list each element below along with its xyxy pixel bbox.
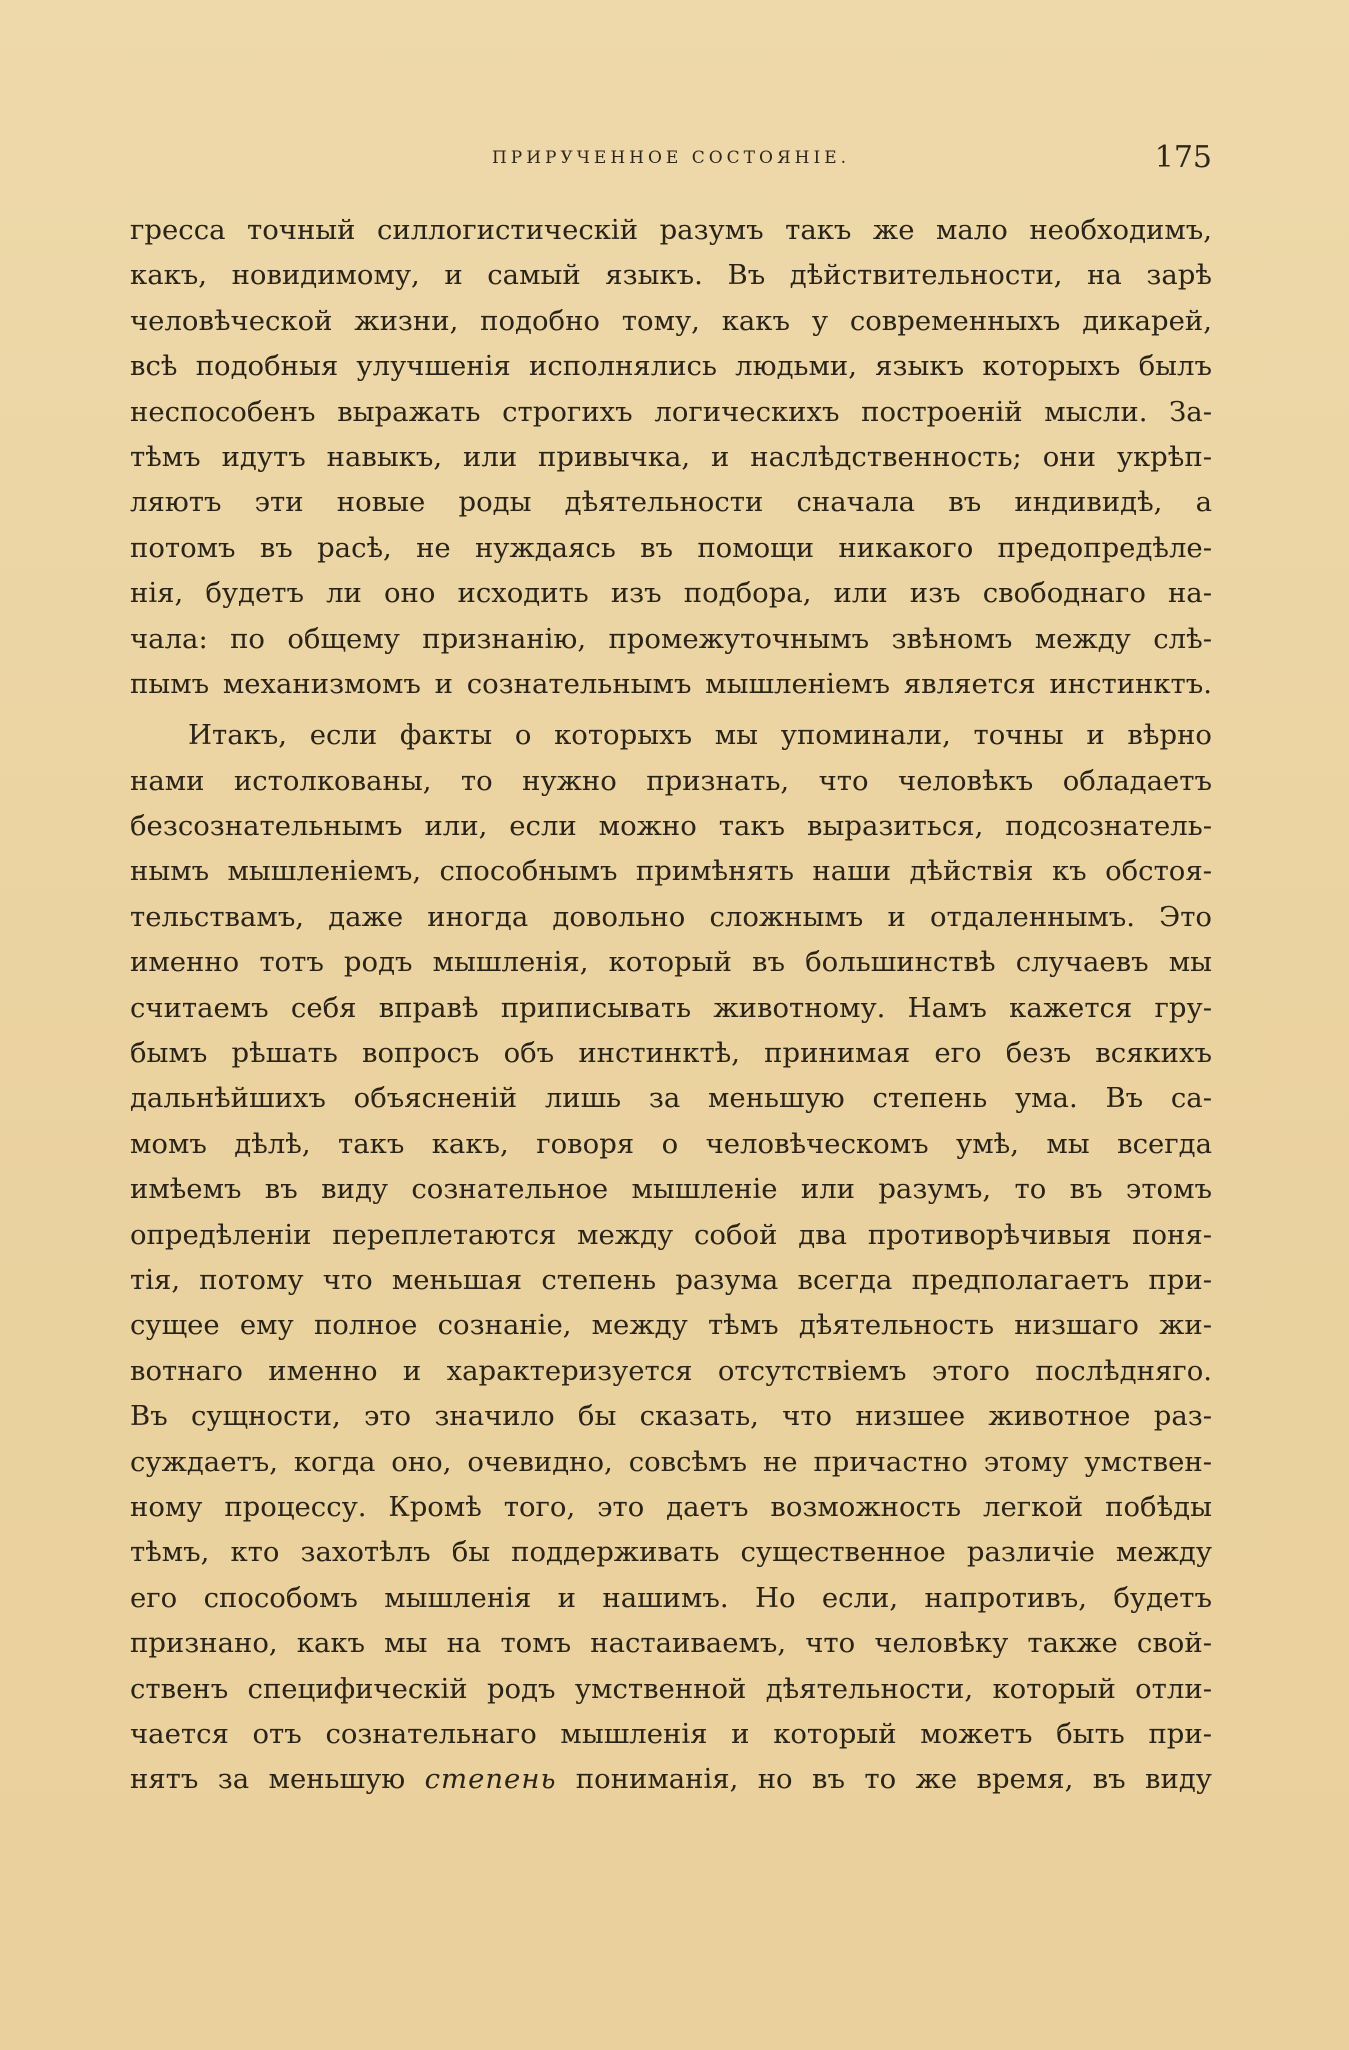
page-header — [130, 140, 1212, 176]
text-line: суждаетъ, когда оно, очевидно, совсѣмъ не причастно этому умствен- — [130, 1445, 1212, 1478]
emphasized-word: степень — [424, 1763, 557, 1796]
text-line: чается отъ сознательнаго мышленія и который можетъ быть при- — [130, 1717, 1212, 1750]
text-line: нія, будетъ ли оно исходить изъ подбора, или изъ свободнаго на- — [130, 577, 1212, 610]
text-line: гресса точный силлогистическій разумъ такъ же мало необходимъ, — [130, 214, 1212, 246]
text-line: ляютъ эти новые роды дѣятельности сначала въ индивидѣ, а — [130, 486, 1212, 519]
text-line: какъ, новидимому, и самый языкъ. Въ дѣйствительности, на зарѣ — [130, 259, 1212, 292]
paragraph-1 — [130, 208, 1212, 707]
running-head: ПРИРУЧЕННОЕ СОСТОЯНІЕ. — [491, 148, 851, 168]
text-line: бымъ рѣшать вопросъ объ инстинктѣ, принимая его безъ всякихъ — [130, 1037, 1212, 1070]
text-run: пониманія, но въ то же время, въ виду — [556, 1763, 1212, 1796]
text-line: неспособенъ выражать строгихъ логическихъ построеній мысли. За- — [130, 395, 1212, 428]
text-line: Итакъ, если факты о которыхъ мы упоминали, точны и вѣрно — [188, 719, 1212, 752]
text-line: момъ дѣлѣ, такъ какъ, говоря о человѣческомъ умѣ, мы всегда — [130, 1127, 1212, 1160]
page-number: 175 — [1154, 140, 1212, 175]
text-line: нымъ мышленіемъ, способнымъ примѣнять наши дѣйствія къ обстоя- — [130, 855, 1212, 888]
text-line: его способомъ мышленія и нашимъ. Но если, напротивъ, будетъ — [130, 1581, 1212, 1614]
text-line: ному процессу. Кромѣ того, это даетъ возможность легкой побѣды — [130, 1490, 1212, 1523]
text-line: Въ сущности, это значило бы сказать, что низшее животное раз- — [130, 1400, 1212, 1433]
text-line: всѣ подобныя улучшенія исполнялись людьми, языкъ которыхъ былъ — [130, 350, 1212, 383]
text-line: признано, какъ мы на томъ настаиваемъ, что человѣку также свой- — [130, 1627, 1212, 1660]
text-line: чала: по общему признанію, промежуточнымъ звѣномъ между слѣ- — [130, 622, 1212, 655]
text-line: имѣемъ въ виду сознательное мышленіе или разумъ, то въ этомъ — [130, 1173, 1212, 1206]
text-line: считаемъ себя вправѣ приписывать животному. Намъ кажется гру- — [130, 991, 1212, 1024]
text-line: потомъ въ расѣ, не нуждаясь въ помощи никакого предопредѣле- — [130, 531, 1212, 564]
body-text — [130, 208, 1212, 1803]
text-line: безсознательнымъ или, если можно такъ выразиться, подсознатель- — [130, 810, 1212, 843]
text-line: ственъ специфическій родъ умственной дѣятельности, который отли- — [130, 1672, 1212, 1705]
text-line: дальнѣйшихъ объясненій лишь за меньшую степень ума. Въ са- — [130, 1082, 1212, 1115]
text-line: тѣмъ, кто захотѣлъ бы поддерживать существенное различіе между — [130, 1536, 1212, 1569]
text-line: нами истолкованы, то нужно признать, что человѣкъ обладаетъ — [130, 764, 1212, 797]
text-line: тѣмъ идутъ навыкъ, или привычка, и наслѣдственность; они укрѣп- — [130, 440, 1212, 473]
text-line: опредѣленіи переплетаются между собой два противорѣчивыя поня- — [130, 1218, 1212, 1251]
paragraph-2 — [130, 713, 1212, 1802]
text-line: тельствамъ, даже иногда довольно сложнымъ и отдаленнымъ. Это — [130, 900, 1212, 933]
text-line: тія, потому что меньшая степень разума всегда предполагаетъ при- — [130, 1263, 1212, 1296]
text-line: именно тотъ родъ мышленія, который въ большинствѣ случаевъ мы — [130, 946, 1212, 979]
text-line: пымъ механизмомъ и сознательнымъ мышленіемъ является инстинктъ. — [130, 667, 1212, 700]
text-line: вотнаго именно и характеризуется отсутствіемъ этого послѣдняго. — [130, 1354, 1212, 1387]
text-line: человѣческой жизни, подобно тому, какъ у современныхъ дикарей, — [130, 304, 1212, 337]
text-line-last — [130, 1757, 1212, 1802]
text-run: нятъ за меньшую — [130, 1763, 425, 1796]
text-line: сущее ему полное сознаніе, между тѣмъ дѣятельность низшаго жи- — [130, 1309, 1212, 1342]
